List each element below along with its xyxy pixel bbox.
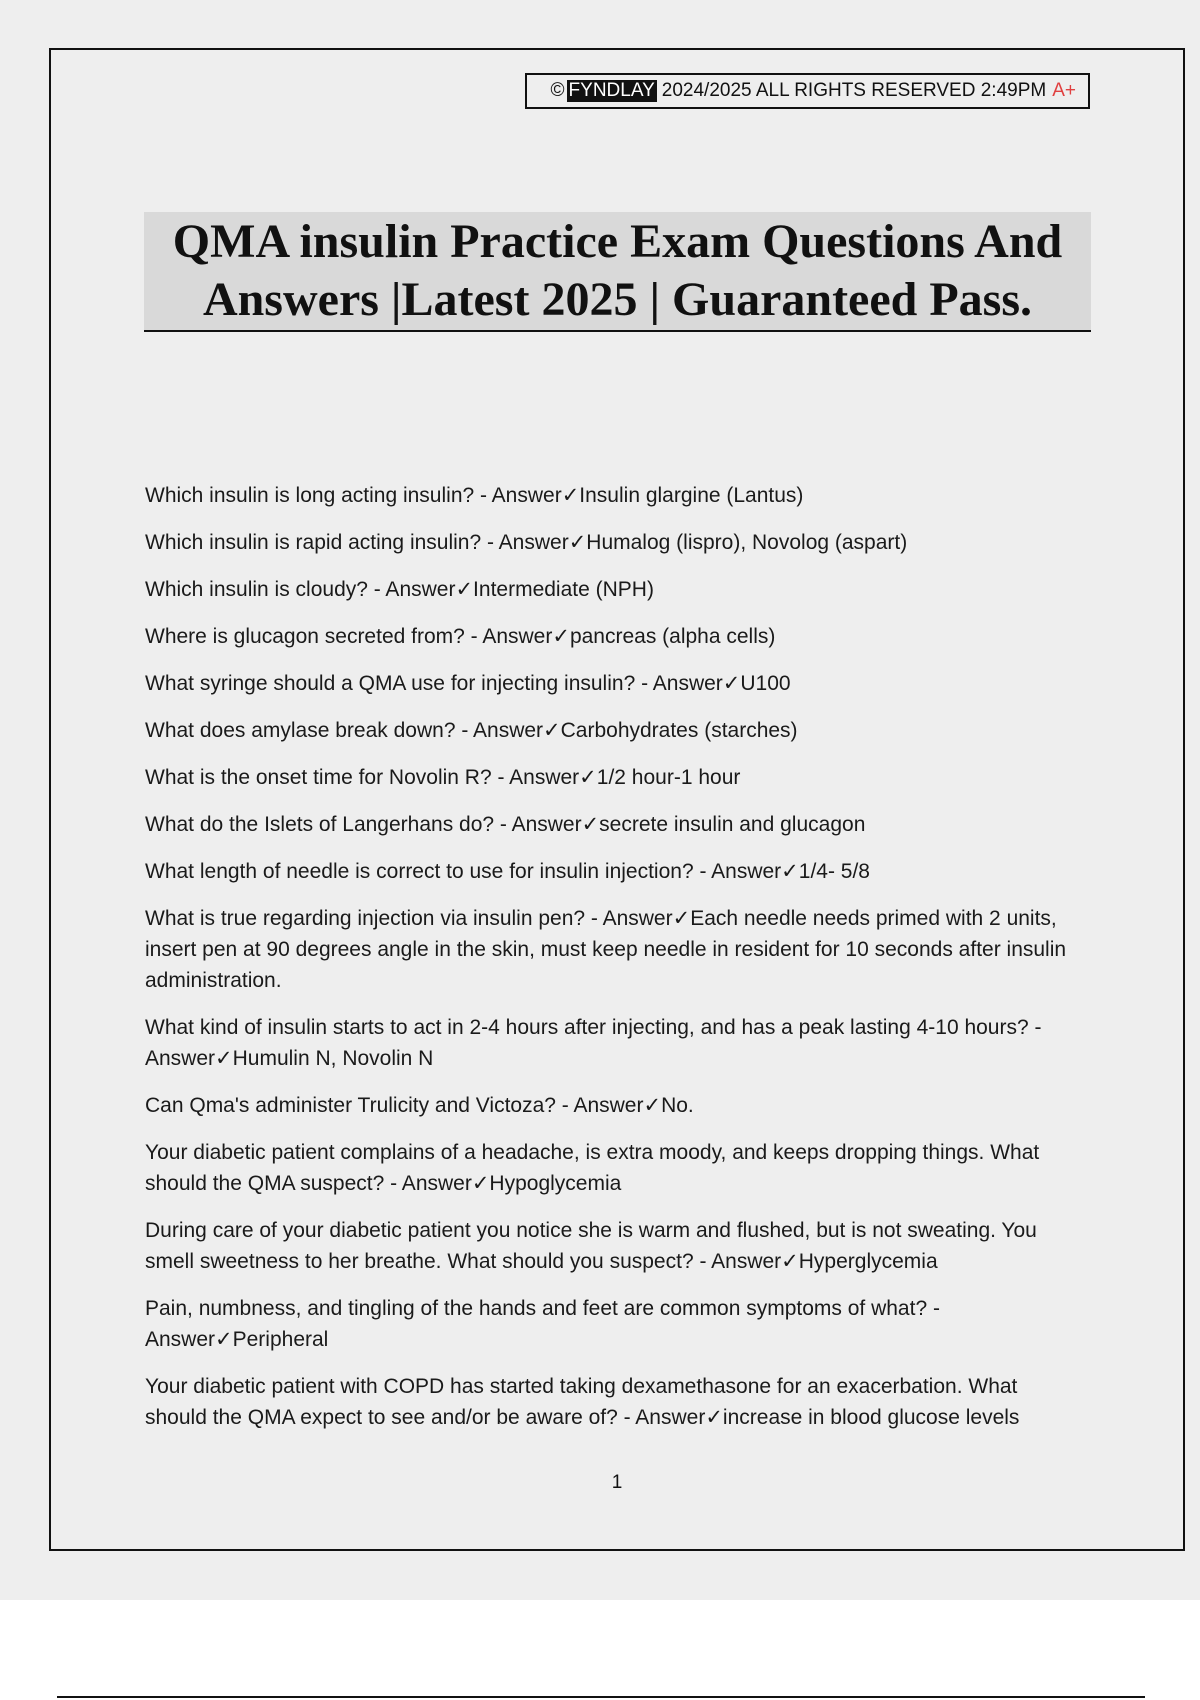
qa-item: What kind of insulin starts to act in 2-4 hours after injecting, and has a peak lasting 4-10 hours? - Answer✓Humulin N, Novolin N <box>145 1016 1042 1070</box>
qa-item: Your diabetic patient complains of a headache, is extra moody, and keeps dropping things. What should the QMA suspect? - Answer✓Hypoglycemia <box>145 1141 1040 1195</box>
qa-item: What length of needle is correct to use for insulin injection? - Answer✓1/4- 5/8 <box>145 860 870 883</box>
qa-item: What syringe should a QMA use for injecting insulin? - Answer✓U100 <box>145 672 791 695</box>
qa-item: Which insulin is cloudy? - Answer✓Intermediate (NPH) <box>145 578 654 601</box>
grade-label: A+ <box>1052 80 1076 101</box>
brand-label: FYNDLAY <box>568 80 655 101</box>
qa-item: Can Qma's administer Trulicity and Victoza? - Answer✓No. <box>145 1094 694 1117</box>
page-number: 1 <box>611 1472 623 1493</box>
qa-item: What is the onset time for Novolin R? - Answer✓1/2 hour-1 hour <box>145 766 741 789</box>
title-line-1: QMA insulin Practice Exam Questions And <box>172 215 1063 268</box>
qa-item: What do the Islets of Langerhans do? - Answer✓secrete insulin and glucagon <box>145 813 866 836</box>
qa-item: During care of your diabetic patient you notice she is warm and flushed, but is not sweating. You smell sweetness to her breathe. What should you suspect? - Answer✓Hyperglycemia <box>145 1219 1037 1273</box>
document-title <box>144 212 1091 332</box>
qa-item: What is true regarding injection via insulin pen? - Answer✓Each needle needs primed with 2 units, insert pen at 90 degrees angle in the skin, must keep needle in resident for 10 seconds after insulin administration. <box>145 907 1067 992</box>
qa-item: Which insulin is long acting insulin? - Answer✓Insulin glargine (Lantus) <box>145 484 804 507</box>
bottom-divider <box>57 1696 1145 1698</box>
copyright-header <box>525 73 1090 109</box>
copyright-symbol: © <box>550 80 565 101</box>
qa-item: Pain, numbness, and tingling of the hands and feet are common symptoms of what? - Answer✓Peripheral <box>145 1297 940 1351</box>
qa-item: Your diabetic patient with COPD has started taking dexamethasone for an exacerbation. What should the QMA expect to see and/or be aware of? - Answer✓increase in blood glucose levels <box>145 1375 1020 1429</box>
title-line-2: Answers |Latest 2025 | Guaranteed Pass. <box>202 273 1033 326</box>
qa-item: Which insulin is rapid acting insulin? - Answer✓Humalog (lispro), Novolog (aspart) <box>145 531 908 554</box>
rights-text: 2024/2025 ALL RIGHTS RESERVED 2:49PM <box>661 80 1047 101</box>
qa-item: Where is glucagon secreted from? - Answer✓pancreas (alpha cells) <box>145 625 776 648</box>
qa-item: What does amylase break down? - Answer✓Carbohydrates (starches) <box>145 719 798 742</box>
qa-list <box>145 480 1085 1449</box>
